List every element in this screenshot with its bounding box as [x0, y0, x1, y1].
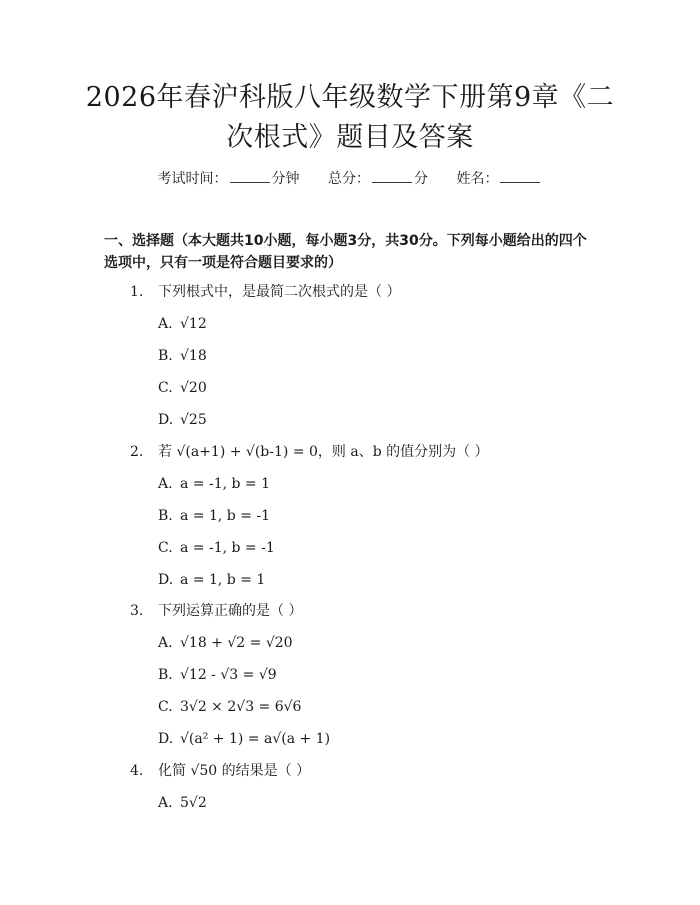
- option-text: a = -1, b = -1: [180, 540, 275, 556]
- question-3: [130, 601, 302, 621]
- question-number: 1.: [130, 284, 144, 300]
- option-text: 3√2 × 2√3 = 6√6: [180, 699, 302, 715]
- question-2-option-a: [158, 474, 270, 494]
- question-number: 3.: [130, 603, 144, 619]
- total-score: [328, 168, 428, 188]
- exam-info-row: [0, 168, 700, 188]
- question-4-option-a: [158, 793, 207, 813]
- option-text: √18 + √2 = √20: [180, 635, 293, 651]
- question-2-option-d: [158, 570, 265, 590]
- student-name: [456, 168, 542, 188]
- question-1-option-b: [158, 346, 207, 366]
- question-1: [130, 282, 400, 302]
- title-line-2: 次根式》题目及答案: [226, 122, 474, 153]
- option-label: C.: [158, 540, 173, 556]
- question-3-option-c: [158, 697, 301, 717]
- question-3-option-b: [158, 665, 277, 685]
- option-text: √20: [180, 380, 207, 396]
- total-score-label: 总分：: [328, 171, 370, 187]
- question-2-option-b: [158, 506, 270, 526]
- option-text: √12: [180, 316, 207, 332]
- option-label: A.: [158, 635, 173, 651]
- option-text: a = 1, b = 1: [180, 572, 266, 588]
- option-text: √25: [180, 412, 207, 428]
- student-name-label: 姓名：: [456, 171, 499, 187]
- option-label: A.: [158, 795, 173, 811]
- exam-time-blank: [230, 181, 270, 183]
- question-text: 若 √(a+1) + √(b-1) = 0，则 a、b 的值分别为（ ）: [158, 444, 489, 460]
- option-label: B.: [158, 348, 173, 364]
- option-text: a = 1, b = -1: [180, 508, 271, 524]
- section-heading-line-2: 选项中，只有一项是符合题目要求的）: [104, 255, 342, 271]
- option-text: √12 - √3 = √9: [180, 667, 277, 683]
- option-label: A.: [158, 476, 173, 492]
- section-heading: [104, 230, 604, 274]
- option-text: √(a² + 1) = a√(a + 1): [180, 731, 331, 747]
- question-2-option-c: [158, 538, 275, 558]
- option-text: 5√2: [180, 795, 207, 811]
- question-text: 下列运算正确的是（ ）: [158, 603, 303, 619]
- question-number: 4.: [130, 763, 144, 779]
- option-label: A.: [158, 316, 173, 332]
- option-label: B.: [158, 667, 173, 683]
- exam-time-label: 考试时间：: [157, 171, 228, 187]
- option-label: D.: [158, 572, 174, 588]
- title-line-1: 2026年春沪科版八年级数学下册第9章《二: [85, 82, 615, 113]
- document-title: [60, 78, 640, 158]
- option-label: C.: [158, 380, 173, 396]
- option-text: a = -1, b = 1: [180, 476, 271, 492]
- exam-time-unit: 分钟: [271, 171, 300, 187]
- total-score-unit: 分: [414, 171, 428, 187]
- option-text: √18: [180, 348, 207, 364]
- option-label: D.: [158, 412, 174, 428]
- question-2: [130, 442, 489, 462]
- question-1-option-d: [158, 410, 207, 430]
- question-1-option-a: [158, 314, 207, 334]
- student-name-blank: [500, 181, 540, 183]
- question-1-option-c: [158, 378, 207, 398]
- section-heading-line-1: 一、选择题（本大题共10小题，每小题3分，共30分。下列每小题给出的四个: [104, 233, 587, 249]
- exam-time: [158, 168, 300, 188]
- option-label: B.: [158, 508, 173, 524]
- question-3-option-a: [158, 633, 293, 653]
- question-number: 2.: [130, 444, 144, 460]
- option-label: D.: [158, 731, 174, 747]
- question-text: 下列根式中，是最简二次根式的是（ ）: [158, 284, 401, 300]
- total-score-blank: [372, 181, 412, 183]
- option-label: C.: [158, 699, 173, 715]
- question-text: 化简 √50 的结果是（ ）: [158, 763, 311, 779]
- question-4: [130, 761, 310, 781]
- question-3-option-d: [158, 729, 330, 749]
